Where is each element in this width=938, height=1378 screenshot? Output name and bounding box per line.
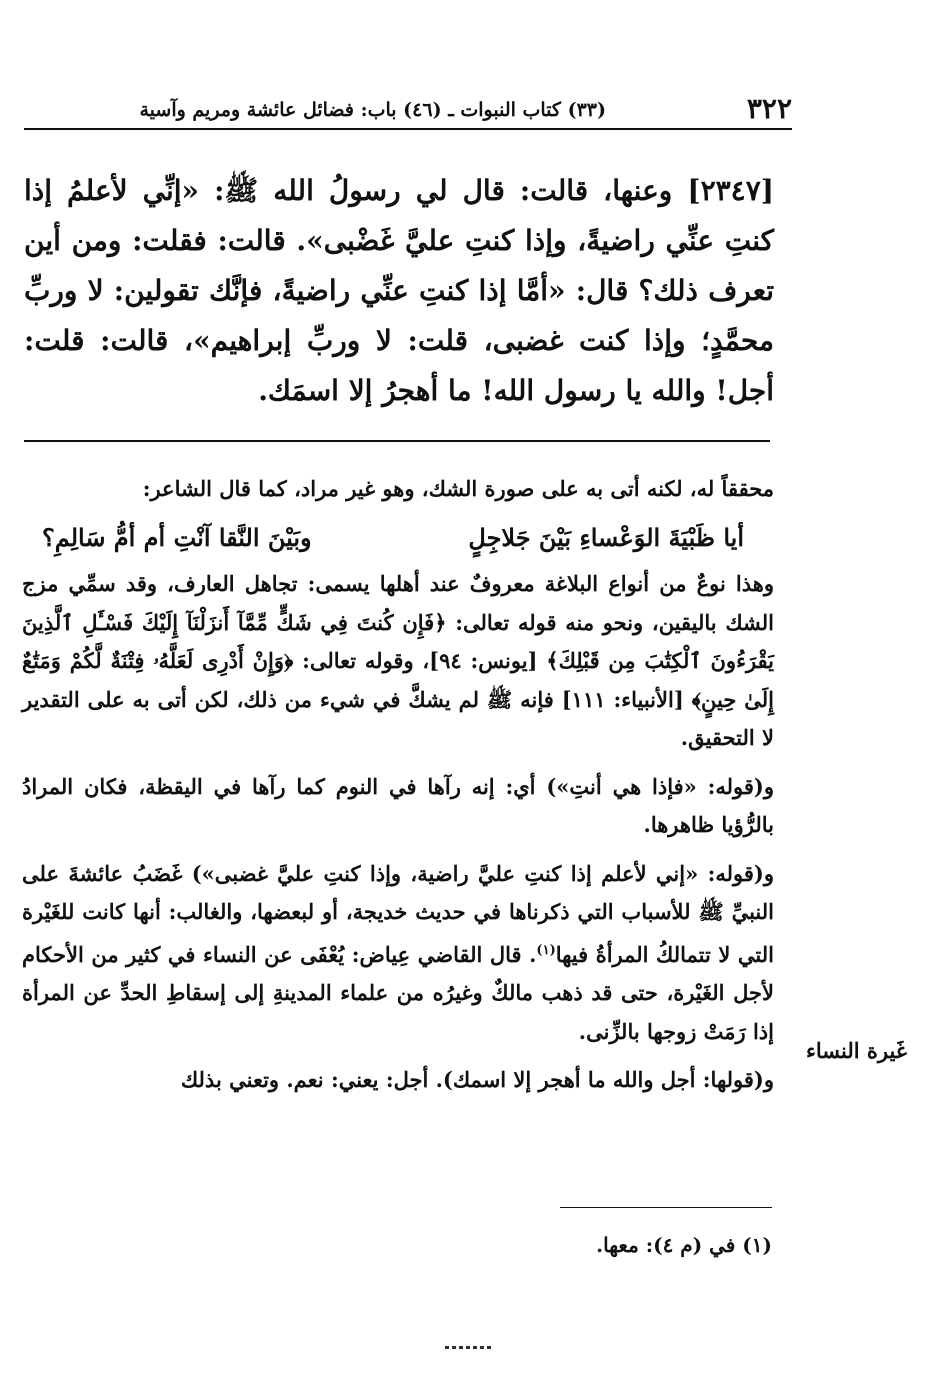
section-divider [24, 440, 770, 442]
margin-note: غَيرة النساء [806, 1038, 907, 1063]
hadith-body: وعنها، قالت: قال لي رسولُ الله ﷺ: «إنِّي لأعلمُ إذا كنتِ عنِّي راضيةً، وإذا كنتِ عليَّ غَضْبى». قالت: فقلت: ومن أين تعرف ذلك؟ قال: «أمَّا إذا كنتِ عنِّي راضيةً، فإنَّك تقولين: لا وربِّ محمَّدٍ؛ وإذا كنت غضبى، قلت: لا وربِّ إبراهيم»، قالت: قلت: أجل! والله يا رسول الله! ما أهجرُ إلا اسمَك. [24, 174, 774, 407]
poem-hemistich-left: وبَيْنَ النَّقا آنْتِ أم أمُّ سَالِمِ؟ [42, 522, 312, 552]
commentary-paragraph-4 [22, 855, 774, 1052]
commentary-paragraph-5: و(قولها: أجل والله ما أهجر إلا اسمك). أجل: يعني: نعم. وتعني بذلك [180, 1067, 774, 1092]
hadith-text [24, 166, 774, 416]
commentary-paragraph-3: و(قوله: «فإذا هي أنتِ») أي: إنه رآها في النوم كما رآها في اليقظة، فكان المرادُ بالرُّؤيا ظاهرها. [22, 773, 774, 837]
footnote-reference: (١) [536, 942, 556, 958]
poem-verse [22, 519, 774, 558]
ornament-line [445, 1346, 493, 1349]
footnote-rule [560, 1207, 772, 1208]
bottom-ornament [441, 1344, 497, 1352]
footnote: (١) في (م ٤): معها. [596, 1233, 772, 1257]
paragraph-4-part-b: . قال القاضي عِياض: يُعْفَى عن النساء في كثير من الأحكام لأجل الغَيْرة، حتى قد ذهب مالكٌ وغيرُه من علماء المدينةِ إلى إسقاطِ الحدِّ عن المرأة إذا رَمَتْ زوجها بالزِّنى. [22, 941, 774, 1044]
page-header [24, 94, 792, 130]
poem-hemistich-right: أيا ظَبْيَةَ الوَعْساءِ بَيْنَ جَلاجِلٍ [468, 522, 744, 552]
running-head: (٣٣) كتاب النبوات ـ (٤٦) باب: فضائل عائشة ومريم وآسية [139, 99, 606, 121]
commentary [22, 470, 774, 1110]
commentary-paragraph-2: وهذا نوعٌ من أنواع البلاغة معروفٌ عند أهلها يسمى: تجاهل العارف، وقد سمِّي مزج الشك باليقين، ونحو منه قوله تعالى: ﴿فَإِن كُنتَ فِي شَكٍّ مِّمَّآ أَنزَلْنَآ إِلَيْكَ فَسْـَٔلِ ٱلَّذِينَ يَقْرَءُونَ ٱلْكِتَٰبَ مِن قَبْلِكَ﴾ [يونس: ٩٤]، وقوله تعالى: ﴿وَإِنْ أَدْرِى لَعَلَّهُۥ فِتْنَةٌ لَّكُمْ وَمَتَٰعٌ إِلَىٰ حِينٍ﴾ [الأنبياء: ١١١] فإنه ﷺ لم يشكَّ في شيء من ذلك، لكن أتى به على التقدير لا التحقيق. [22, 571, 774, 750]
page-number: ٣٢٢ [746, 92, 792, 125]
paragraph-4-part-a: و(قوله: «إني لأعلم إذا كنتِ عليَّ راضية، وإذا كنتِ عليَّ غضبى») غَضَبُ عائشةَ على النبيِّ ﷺ للأسباب التي ذكرناها في حديث خديجة، أو لبعضها، والغالب: أنها كانت للغَيْرة التي لا تتمالكُ المرأةُ فيها [22, 860, 774, 967]
commentary-paragraph-1: محققاً له، لكنه أتى به على صورة الشك، وهو غير مراد، كما قال الشاعر: [142, 476, 774, 501]
hadith-number: [٢٣٤٧] [687, 174, 774, 207]
